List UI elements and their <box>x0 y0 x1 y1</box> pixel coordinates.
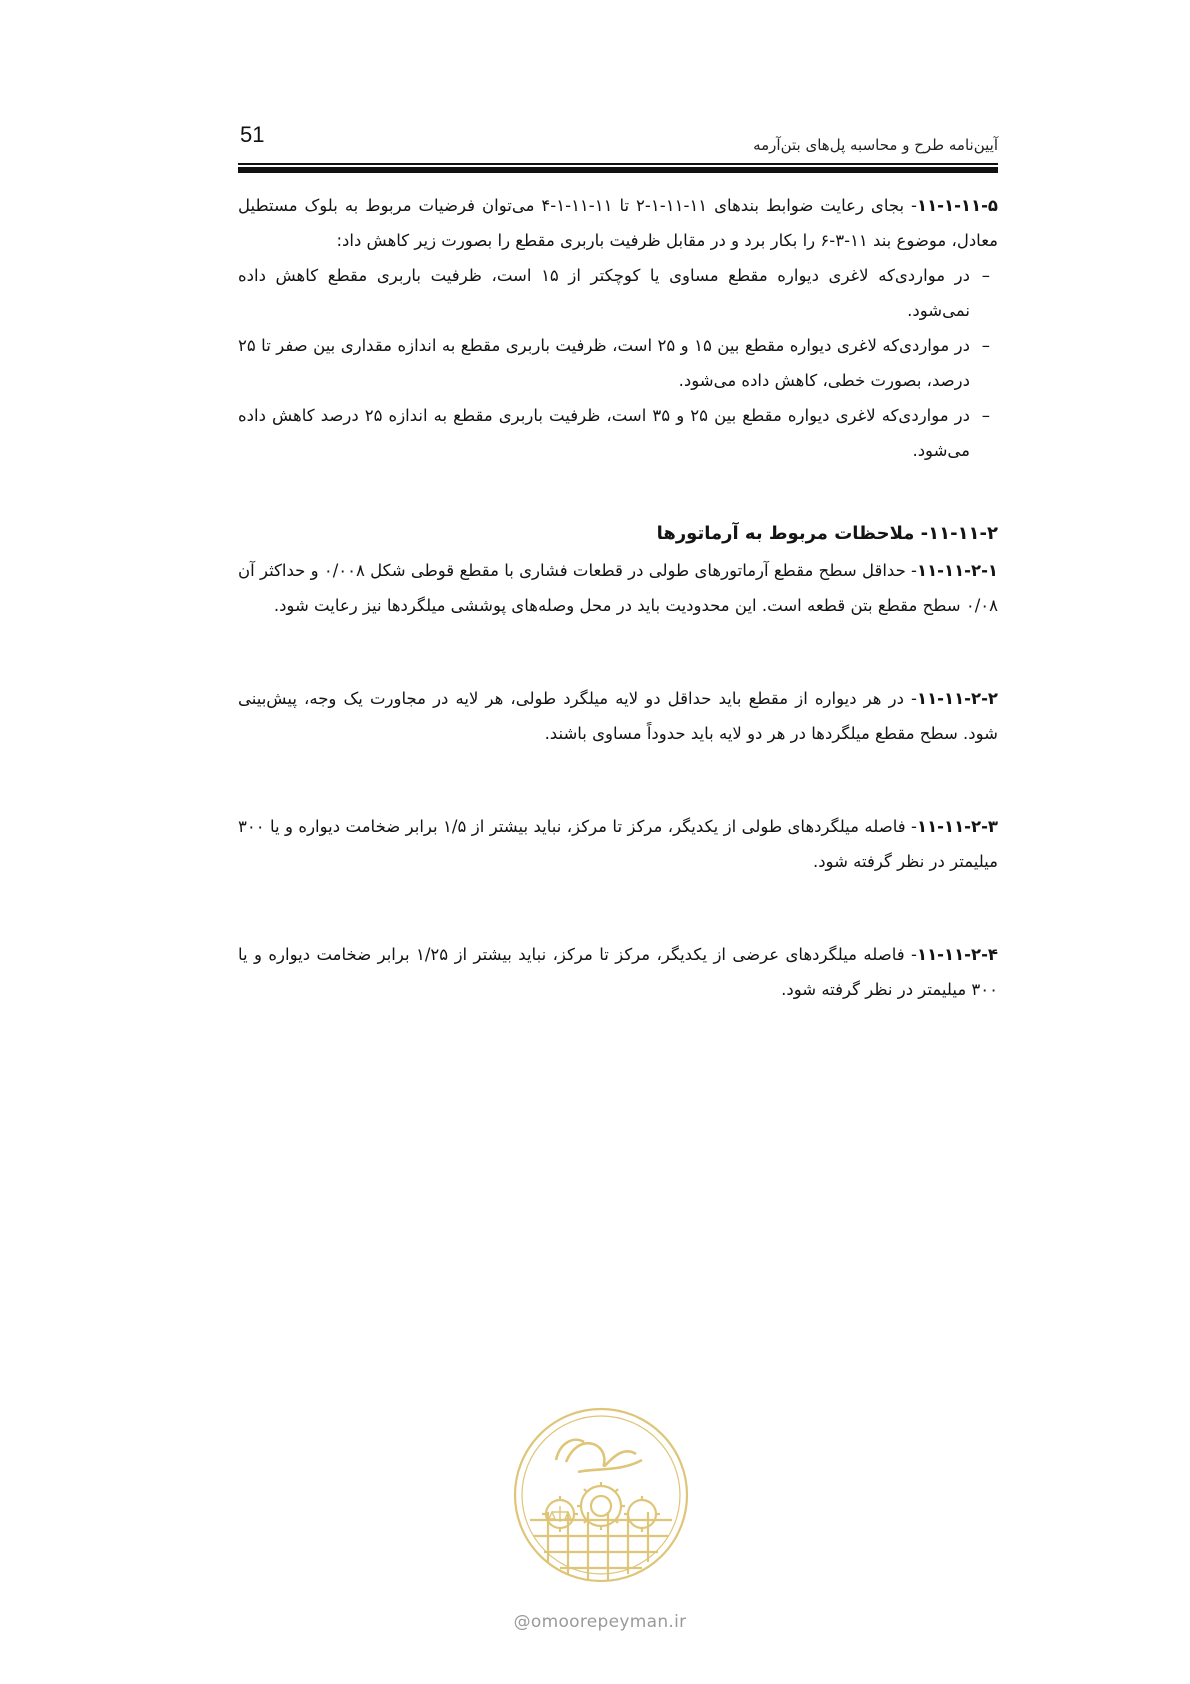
watermark-logo <box>508 1402 694 1602</box>
running-title: آیین‌نامه طرح و محاسبه پل‌های بتن‌آرمه <box>753 136 998 154</box>
list-dash: – <box>981 336 990 355</box>
section-heading: ۱۱-۱۱-۲- ملاحظات مربوط به آرماتورها <box>656 523 998 544</box>
list-dash: – <box>981 266 990 285</box>
site-text: omoorepeyman.ir <box>530 1612 687 1632</box>
at-icon: @ <box>513 1612 531 1632</box>
clause-text: - فاصله میلگردهای عرضی از یکدیگر، مرکز تا مرکز، نباید بیشتر از ۱/۲۵ برابر ضخامت دیواره و یا ۳۰۰ میلیمتر در نظر گرفته شود. <box>238 945 998 999</box>
seal-icon <box>508 1402 694 1602</box>
list-item <box>238 398 998 468</box>
clause-11-2-3 <box>238 809 998 879</box>
clause-11-2-2 <box>238 681 998 751</box>
clause-11-1-5 <box>238 188 998 258</box>
clause-text: - بجای رعایت ضوابط بندهای ۱۱-۱۱-۱-۲ تا ۱۱-۱۱-۱-۴ می‌توان فرضیات مربوط به بلوک مستطیل معادل، موضوع بند ۱۱-۳-۶ را بکار برد و در مقابل ظرفیت باربری مقطع را بصورت زیر کاهش داد: <box>238 196 998 250</box>
clause-number: ۱۱-۱۱-۲-۲ <box>917 689 998 708</box>
page-body <box>238 188 998 1007</box>
list-dash: – <box>981 406 990 425</box>
clause-text: - در هر دیواره از مقطع باید حداقل دو لایه میلگرد طولی، هر لایه در مجاورت یک وجه، پیش‌بینی شود. سطح مقطع میلگردها در هر دو لایه باید حدوداً مساوی باشند. <box>238 689 998 743</box>
list-item-text: در مواردی‌که لاغری دیواره مقطع بین ۱۵ و ۲۵ است، ظرفیت باربری مقطع به اندازه مقداری بین صفر تا ۲۵ درصد، بصورت خطی، کاهش داده می‌شود. <box>238 336 971 390</box>
clause-number: ۱۱-۱-۱۱-۵ <box>917 196 998 215</box>
list-item <box>238 328 998 398</box>
watermark-site <box>480 1612 720 1632</box>
page-number: 51 <box>240 122 265 147</box>
clause-11-2-4 <box>238 937 998 1007</box>
header-rule-thick <box>238 167 998 173</box>
page-header <box>238 122 998 172</box>
clause-text: - فاصله میلگردهای طولی از یکدیگر، مرکز تا مرکز، نباید بیشتر از ۱/۵ برابر ضخامت دیواره و یا ۳۰۰ میلیمتر در نظر گرفته شود. <box>238 817 998 871</box>
header-rule-thin <box>238 163 998 165</box>
list-item-text: در مواردی‌که لاغری دیواره مقطع مساوی یا کوچکتر از ۱۵ است، ظرفیت باربری مقطع کاهش داده نمی‌شود. <box>238 266 970 320</box>
list-item <box>238 258 998 328</box>
list-item-text: در مواردی‌که لاغری دیواره مقطع بین ۲۵ و ۳۵ است، ظرفیت باربری مقطع به اندازه ۲۵ درصد کاهش داده می‌شود. <box>238 406 970 460</box>
reduction-list <box>238 258 998 468</box>
clause-number: ۱۱-۱۱-۲-۱ <box>917 561 998 580</box>
clause-number: ۱۱-۱۱-۲-۳ <box>917 817 998 836</box>
clause-text: - حداقل سطح مقطع آرماتورهای طولی در قطعات فشاری با مقطع قوطی شکل ۰/۰۰۸ و حداکثر آن ۰/۰۸ سطح مقطع بتن قطعه است. این محدودیت باید در محل وصله‌های پوششی میلگردها نیز رعایت شود. <box>238 561 998 615</box>
clause-number: ۱۱-۱۱-۲-۴ <box>917 945 998 964</box>
clause-11-2-1 <box>238 553 998 623</box>
